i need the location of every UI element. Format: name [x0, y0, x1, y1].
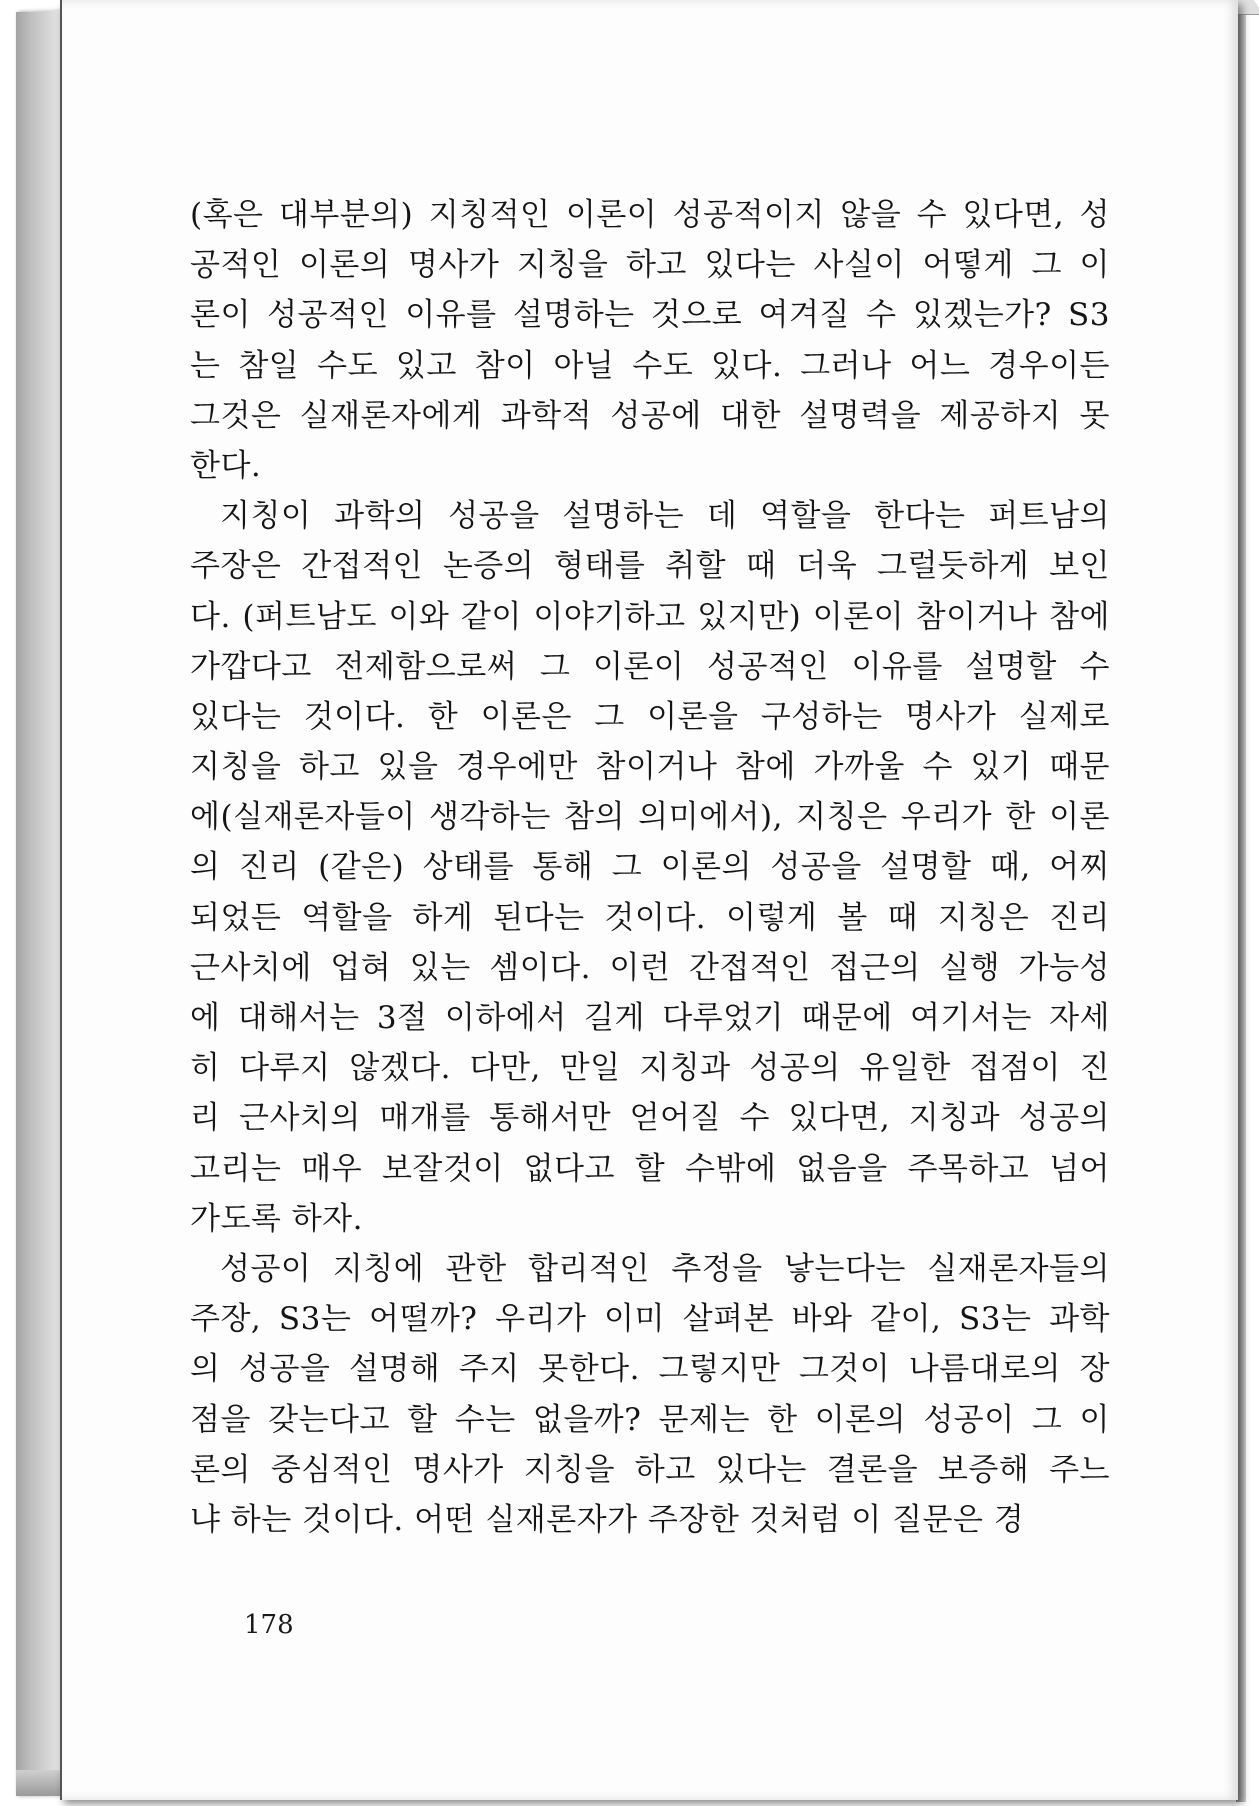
text-line: 되었든 역할을 하게 된다는 것이다. 이렇게 볼 때 지칭은 진리	[190, 899, 1110, 936]
text-line: 주장은 간접적인 논증의 형태를 취할 때 더욱 그럴듯하게 보인	[190, 548, 1110, 585]
book-bottom-edge	[16, 1770, 64, 1796]
text-line: 리 근사치의 매개를 통해서만 얻어질 수 있다면, 지칭과 성공의	[190, 1100, 1110, 1137]
body-text	[190, 190, 1110, 1545]
text-line: 점을 갖는다고 할 수는 없을까? 문제는 한 이론의 성공이 그 이	[190, 1401, 1110, 1438]
text-line: 의 성공을 설명해 주지 못한다. 그렇지만 그것이 나름대로의 장	[190, 1351, 1110, 1388]
text-line: 한다.	[190, 447, 262, 484]
text-line: 가깝다고 전제함으로써 그 이론이 성공적인 이유를 설명할 수	[190, 648, 1110, 685]
text-line: 주장, S3는 어떨까? 우리가 이미 살펴본 바와 같이, S3는 과학	[190, 1301, 1110, 1338]
text-line: 지칭이 과학의 성공을 설명하는 데 역할을 한다는 퍼트남의	[220, 498, 1110, 535]
text-line: (혹은 대부분의) 지칭적인 이론이 성공적이지 않을 수 있다면, 성	[190, 197, 1110, 233]
text-line: 지칭을 하고 있을 경우에만 참이거나 참에 가까울 수 있기 때문	[190, 749, 1110, 786]
text-line: 는 참일 수도 있고 참이 아닐 수도 있다. 그러나 어느 경우이든	[190, 347, 1110, 384]
text-line: 론의 중심적인 명사가 지칭을 하고 있다는 결론을 보증해 주느	[190, 1451, 1110, 1488]
text-line: 냐 하는 것이다. 어떤 실재론자가 주장한 것처럼 이 질문은 경	[190, 1501, 1025, 1538]
text-line: 에(실재론자들이 생각하는 참의 의미에서), 지칭은 우리가 한 이론	[190, 799, 1110, 836]
text-line: 에 대해서는 3절 이하에서 길게 다루었기 때문에 여기서는 자세	[190, 1000, 1110, 1036]
text-line: 성공이 지칭에 관한 합리적인 추정을 낳는다는 실재론자들의	[220, 1250, 1110, 1287]
text-line: 근사치에 업혀 있는 셈이다. 이런 간접적인 접근의 실행 가능성	[190, 949, 1110, 986]
text-line: 론이 성공적인 이유를 설명하는 것으로 여겨질 수 있겠는가? S3	[190, 297, 1110, 334]
page-number: 178	[244, 1610, 294, 1640]
text-line: 그것은 실재론자에게 과학적 성공에 대한 설명력을 제공하지 못	[190, 397, 1110, 434]
text-line: 다. (퍼트남도 이와 같이 이야기하고 있지만) 이론이 참이거나 참에	[190, 598, 1110, 635]
text-line: 공적인 이론의 명사가 지칭을 하고 있다는 사실이 어떻게 그 이	[190, 247, 1110, 284]
text-line: 고리는 매우 보잘것이 없다고 할 수밖에 없음을 주목하고 넘어	[190, 1150, 1110, 1187]
text-line: 의 진리 (같은) 상태를 통해 그 이론의 성공을 설명할 때, 어찌	[190, 849, 1110, 886]
text-line: 히 다루지 않겠다. 다만, 만일 지칭과 성공의 유일한 접점이 진	[190, 1050, 1110, 1087]
text-line: 있다는 것이다. 한 이론은 그 이론을 구성하는 명사가 실제로	[190, 698, 1110, 735]
book-page-edges	[16, 11, 62, 1796]
text-line: 가도록 하자.	[190, 1200, 363, 1237]
